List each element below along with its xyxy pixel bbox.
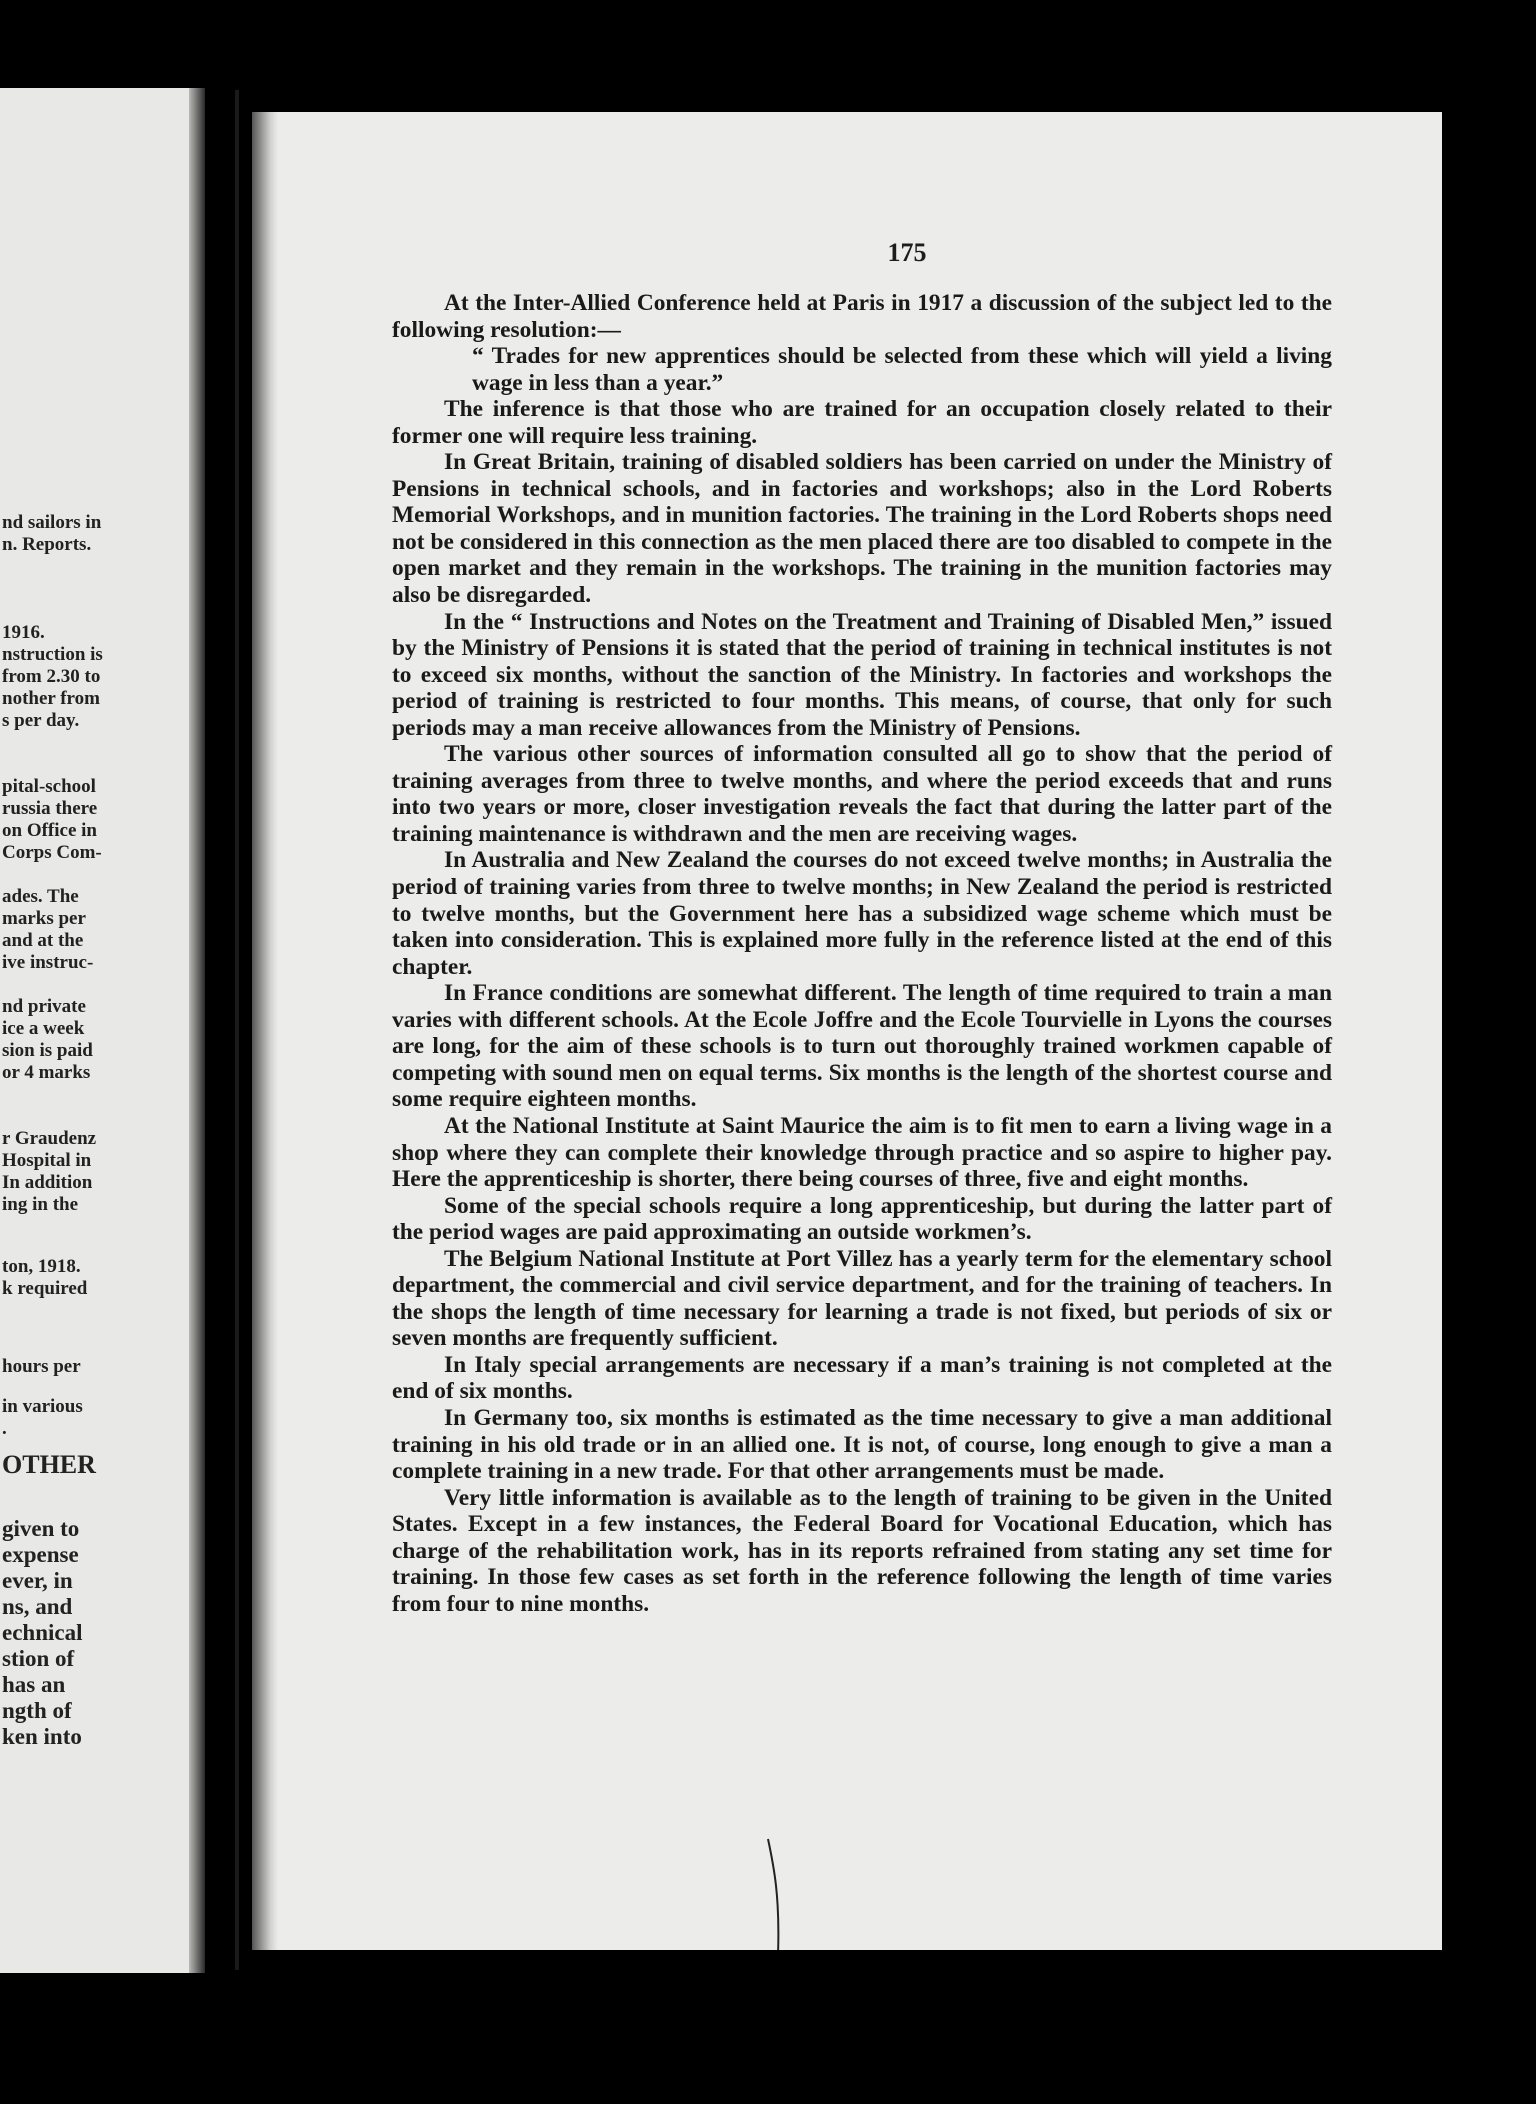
page-body [392, 290, 1332, 1617]
book-spine [235, 90, 239, 1970]
left-fragment-line: k required [2, 1278, 88, 1299]
paragraph: Very little information is available as to the length of training to be given in the United States. Except in a few instances, the Federal Board for Vocational Education, which has charge of the rehabilitation work, has in its reports refrained from stating any set time for training. In those few cases as set forth in the reference following the length of time varies from four to nine months. [392, 1484, 1332, 1617]
left-fragment-heading: OTHER [2, 1450, 96, 1479]
left-fragment-line: russia there [2, 798, 98, 819]
paragraph: At the National Institute at Saint Maurice the aim is to fit men to earn a living wage in a shop where they can complete their knowledge through practice and so aspire to higher pay. Here the apprenticeship is shorter, there being courses of three, five and eight months. [392, 1112, 1332, 1193]
left-fragment-line: and at the [2, 930, 84, 951]
pencil-mark [760, 1837, 790, 1950]
left-fragment-line: ns, and [2, 1594, 73, 1619]
left-fragment-line: has an [2, 1672, 66, 1697]
quoted-resolution: “ Trades for new apprentices should be selected from these which will yield a living wage in less than a year.” [472, 343, 1332, 396]
left-fragment-line: ive instruc- [2, 952, 94, 973]
paragraph: In Germany too, six months is estimated as the time necessary to give a man additional training in his old trade or in an allied one. It is not, of course, long enough to give a man a complete training in a new trade. For that other arrangements must be made. [392, 1404, 1332, 1485]
page-number: 175 [887, 238, 927, 267]
paragraph: At the Inter-Allied Conference held at Paris in 1917 a discussion of the subject led to the following resolution:— [392, 290, 1332, 343]
left-fragment-line: nother from [2, 688, 100, 709]
left-fragment-line: r Graudenz [2, 1128, 97, 1149]
left-fragment-line: hours per [2, 1356, 81, 1377]
left-fragment-line: given to [2, 1516, 80, 1541]
right-page [252, 112, 1442, 1950]
left-fragment-line: nd private [2, 996, 86, 1017]
left-fragment-line: nstruction is [2, 644, 103, 665]
paragraph: In France conditions are somewhat different. The length of time required to train a man varies with different schools. At the Ecole Joffre and the Ecole Tourvielle in Lyons the courses are long, for the aim of these schools is to turn out thoroughly trained workmen capable of competing with sound men on equal terms. Six months is the length of the shortest course and some require eighteen months. [392, 980, 1332, 1113]
paragraph: The inference is that those who are trained for an occupation closely related to their former one will require less training. [392, 396, 1332, 449]
paragraph: In Great Britain, training of disabled soldiers has been carried on under the Ministry of Pensions in technical schools, and in factories and workshops; also in the Lord Roberts Memorial Workshops, and in munition factories. The training in the Lord Roberts shops need not be considered in this connection as the men placed there are too disabled to compete in the open market and they remain in the workshops. The training in the munition factories may also be disregarded. [392, 449, 1332, 609]
left-fragment-line: ing in the [2, 1194, 79, 1215]
left-page-fragment [0, 88, 205, 1973]
left-fragment-line: s per day. [2, 710, 80, 731]
left-fragment-line: Corps Com- [2, 842, 102, 863]
left-fragment-line: ice a week [2, 1018, 85, 1039]
page-edge-shadow [252, 112, 278, 1950]
left-fragment-line: echnical [2, 1620, 83, 1645]
left-page-gutter [189, 88, 205, 1973]
left-fragment-line: ken into [2, 1724, 82, 1749]
left-fragment-line: Hospital in [2, 1150, 92, 1171]
left-fragment-line: or 4 marks [2, 1062, 91, 1083]
left-fragment-line: expense [2, 1542, 79, 1567]
left-fragment-line: marks per [2, 908, 86, 929]
left-fragment-line: ever, in [2, 1568, 73, 1593]
left-fragment-line: in various [2, 1396, 83, 1417]
paragraph: In Australia and New Zealand the courses do not exceed twelve months; in Australia the period of training varies from three to twelve months; in New Zealand the period is restricted to twelve months, but the Government here has a subsidized wage scheme which must be taken into consideration. This is explained more fully in the reference listed at the end of this chapter. [392, 847, 1332, 980]
left-fragment-line: ades. The [2, 886, 79, 907]
left-fragment-line: . [2, 1418, 7, 1439]
paragraph: In the “ Instructions and Notes on the Treatment and Training of Disabled Men,” issued by the Ministry of Pensions it is stated that the period of training in technical institutes is not to exceed six months, without the sanction of the Ministry. In factories and workshops the period of training is restricted to four months. This means, of course, that only for such periods may a man receive allowances from the Ministry of Pensions. [392, 608, 1332, 741]
paragraph: The various other sources of information consulted all go to show that the period of training averages from three to twelve months, and where the period exceeds that and runs into two years or more, closer investigation reveals the fact that during the latter part of the training maintenance is withdrawn and the men are receiving wages. [392, 741, 1332, 847]
left-fragment-line: nd sailors in [2, 512, 102, 533]
left-fragment-line: from 2.30 to [2, 666, 101, 687]
paragraph: Some of the special schools require a long apprenticeship, but during the latter part of the period wages are paid approximating an outside workmen’s. [392, 1192, 1332, 1246]
left-fragment-line: 1916. [2, 622, 45, 643]
left-fragment-line: stion of [2, 1646, 75, 1671]
left-fragment-line: ton, 1918. [2, 1256, 81, 1277]
left-fragment-line: ngth of [2, 1698, 72, 1723]
left-fragment-line: pital-school [2, 776, 96, 797]
left-fragment-line: sion is paid [2, 1040, 93, 1061]
left-fragment-line: on Office in [2, 820, 97, 841]
paragraph: In Italy special arrangements are necessary if a man’s training is not completed at the end of six months. [392, 1351, 1332, 1405]
paragraph: The Belgium National Institute at Port Villez has a yearly term for the elementary school department, the commercial and civil service department, and for the training of teachers. In the shops the length of time necessary for learning a trade is not fixed, but periods of six or seven months are frequently sufficient. [392, 1245, 1332, 1352]
left-fragment-line: n. Reports. [2, 534, 92, 555]
left-fragment-line: In addition [2, 1172, 93, 1193]
